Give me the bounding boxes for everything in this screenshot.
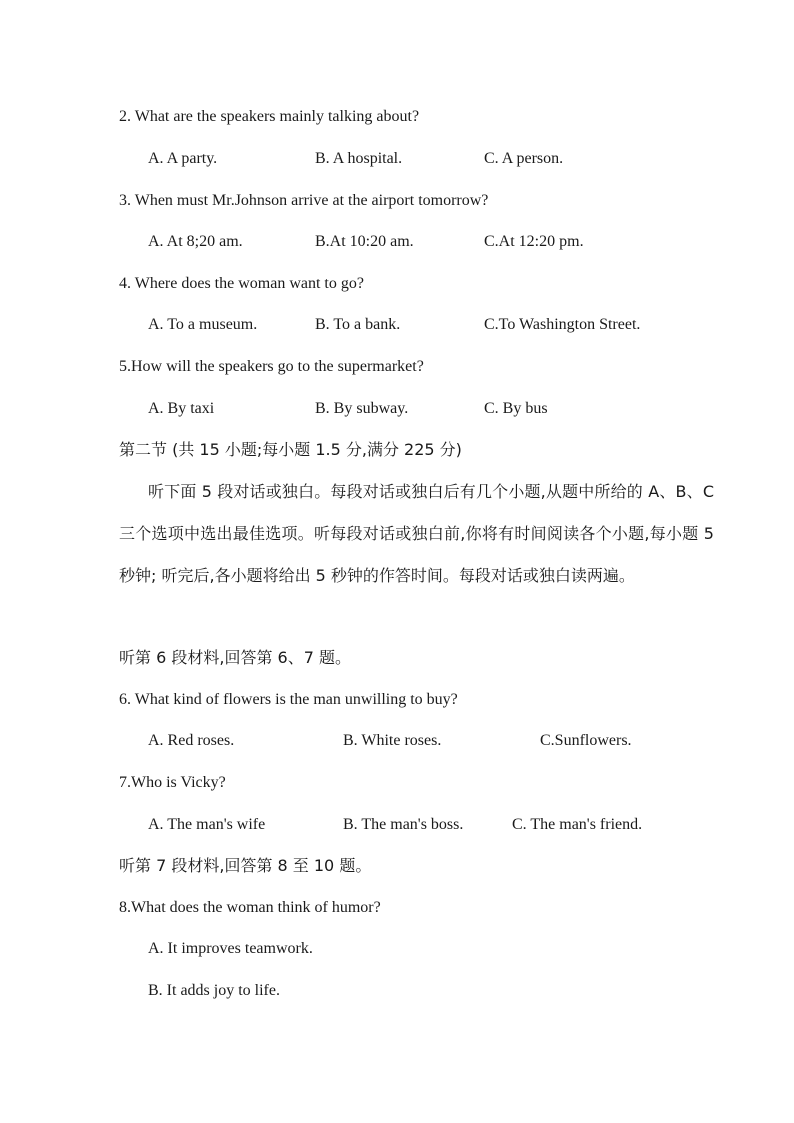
question-3-option-a: A. At 8;20 am. bbox=[148, 233, 243, 250]
question-7-option-b: B. The man's boss. bbox=[343, 816, 464, 833]
passage-7-label: 听第 7 段材料,回答第 8 至 10 题。 bbox=[119, 856, 372, 875]
question-6-option-a: A. Red roses. bbox=[148, 732, 235, 749]
question-6-stem: 6. What kind of flowers is the man unwilling to buy? bbox=[119, 691, 458, 708]
question-4-option-b: B. To a bank. bbox=[315, 316, 401, 333]
question-4-option-c: C.To Washington Street. bbox=[484, 316, 641, 333]
question-5-option-c: C. By bus bbox=[484, 400, 548, 417]
question-5-option-b: B. By subway. bbox=[315, 400, 409, 417]
question-7-stem: 7.Who is Vicky? bbox=[119, 774, 226, 791]
question-2-option-a: A. A party. bbox=[148, 150, 218, 167]
question-4-option-a: A. To a museum. bbox=[148, 316, 258, 333]
question-6-option-b: B. White roses. bbox=[343, 732, 442, 749]
question-2-stem: 2. What are the speakers mainly talking about? bbox=[119, 108, 420, 125]
question-7-option-a: A. The man's wife bbox=[148, 816, 266, 833]
section-2-heading: 第二节 (共 15 小题;每小题 1.5 分,满分 225 分) bbox=[119, 440, 462, 459]
question-8-option-b: B. It adds joy to life. bbox=[148, 982, 280, 999]
question-5-option-a: A. By taxi bbox=[148, 400, 215, 417]
question-6-option-c: C.Sunflowers. bbox=[540, 732, 632, 749]
question-3-stem: 3. When must Mr.Johnson arrive at the airport tomorrow? bbox=[119, 192, 489, 209]
question-3-option-c: C.At 12:20 pm. bbox=[484, 233, 584, 250]
question-8-stem: 8.What does the woman think of humor? bbox=[119, 899, 381, 916]
question-2-option-b: B. A hospital. bbox=[315, 150, 403, 167]
question-5-stem: 5.How will the speakers go to the supermarket? bbox=[119, 358, 424, 375]
question-4-stem: 4. Where does the woman want to go? bbox=[119, 275, 364, 292]
question-8-option-a: A. It improves teamwork. bbox=[148, 940, 313, 957]
section-2-instructions: 听下面 5 段对话或独白。每段对话或独白后有几个小题,从题中所给的 A、B、C 三个选项中选出最佳选项。听每段对话或独白前,你将有时间阅读各个小题,每小题 5 秒钟; 听完后,各小题将给出 5 秒钟的作答时间。每段对话或独白读两遍。 bbox=[119, 482, 714, 585]
question-2-option-c: C. A person. bbox=[484, 150, 564, 167]
question-3-option-b: B.At 10:20 am. bbox=[315, 233, 414, 250]
question-7-option-c: C. The man's friend. bbox=[512, 816, 643, 833]
passage-6-label: 听第 6 段材料,回答第 6、7 题。 bbox=[119, 648, 351, 667]
